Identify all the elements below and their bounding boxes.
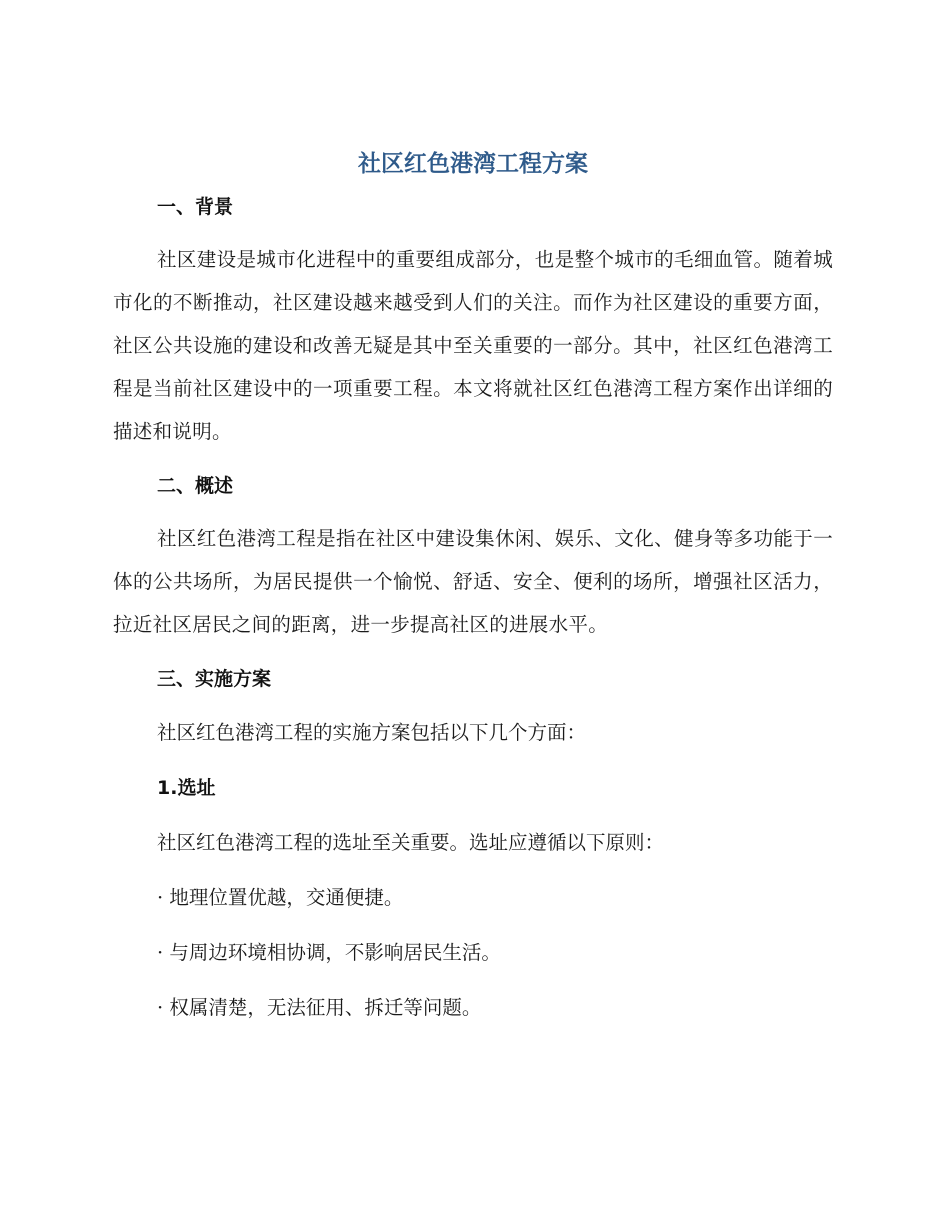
site-selection-intro: 社区红色港湾工程的选址至关重要。选址应遵循以下原则： (157, 831, 665, 854)
bullet-item: · 与周边环境相协调，不影响居民生活。 (157, 941, 501, 964)
section-paragraph-overview: 社区红色港湾工程是指在社区中建设集休闲、娱乐、文化、健身等多功能于一体的公共场所，为居民提供一个愉悦、舒适、安全、便利的场所，增强社区活力，拉近社区居民之间的距离，进一步提高社区的进展水平。 (113, 527, 833, 636)
bullet-item: · 地理位置优越，交通便捷。 (157, 886, 404, 909)
bullet-item: · 权属清楚，无法征用、拆迁等问题。 (157, 996, 482, 1019)
section-heading-implementation: 三、实施方案 (157, 668, 272, 690)
implementation-intro: 社区红色港湾工程的实施方案包括以下几个方面： (157, 721, 587, 744)
section-heading-background: 一、背景 (157, 196, 234, 218)
subheading-site-selection: 1.选址 (157, 777, 216, 799)
section-paragraph-background: 社区建设是城市化进程中的重要组成部分，也是整个城市的毛细血管。随着城市化的不断推动，社区建设越来越受到人们的关注。而作为社区建设的重要方面，社区公共设施的建设和改善无疑是其中至关重要的一部分。其中，社区红色港湾工程是当前社区建设中的一项重要工程。本文将就社区红色港湾工程方案作出详细的描述和说明。 (113, 248, 833, 443)
document-title: 社区红色港湾工程方案 (358, 151, 588, 177)
section-heading-overview: 二、概述 (157, 475, 234, 497)
